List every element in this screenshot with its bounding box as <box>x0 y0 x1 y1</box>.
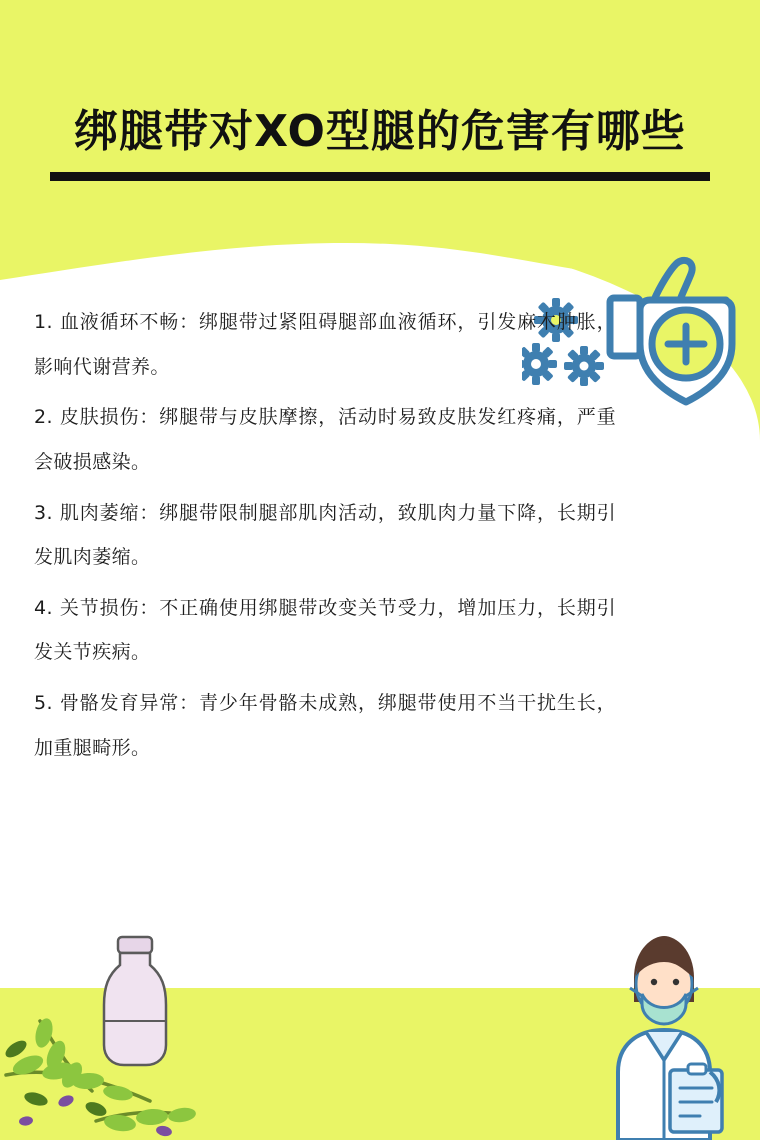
page-title: 绑腿带对XO型腿的危害有哪些 <box>74 106 686 157</box>
list-item: 3. 肌肉萎缩：绑腿带限制腿部肌肉活动，致肌肉力量下降，长期引发肌肉萎缩。 <box>34 501 616 569</box>
title-underline <box>50 172 710 181</box>
list-item: 4. 关节损伤：不正确使用绑腿带改变关节受力，增加压力，长期引发关节疾病。 <box>34 596 616 664</box>
title-block <box>0 108 760 181</box>
list-item: 5. 骨骼发育异常：青少年骨骼未成熟，绑腿带使用不当干扰生长，加重腿畸形。 <box>34 692 616 759</box>
list-item: 2. 皮肤损伤：绑腿带与皮肤摩擦，活动时易致皮肤发红疼痛，严重会破损感染。 <box>34 406 616 473</box>
list-item: 1. 血液循环不畅：绑腿带过紧阻碍腿部血液循环，引发麻木肿胀，影响代谢营养。 <box>34 311 616 378</box>
herbs-and-bottle-illustration <box>0 925 300 1140</box>
doctor-illustration <box>584 920 744 1140</box>
hazard-list <box>34 300 616 776</box>
